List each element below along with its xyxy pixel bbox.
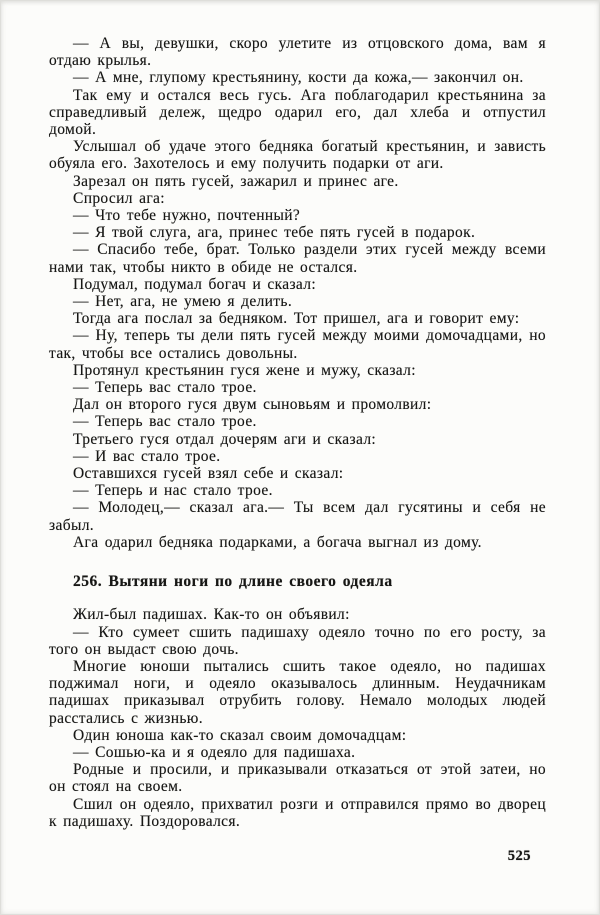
paragraph: Многие юноши пытались сшить такое одеяло, но падишах поджимал ноги, и одеяло оказывалось длинным. Неудачникам падишах приказывал отрубить голову. Немало молодых людей расстались с жизнью.: [49, 657, 546, 727]
paragraph: Зарезал он пять гусей, зажарил и принес аге.: [73, 172, 399, 190]
story-heading: 256. Вытяни ноги по длине своего одеяла: [73, 573, 393, 591]
paragraph: Спросил ага:: [73, 189, 165, 207]
paragraph: Жил-был падишах. Как-то он объявил:: [73, 606, 350, 624]
paragraph: — А вы, девушки, скоро улетите из отцовского дома, вам я отдаю крылья.: [49, 35, 546, 70]
paragraph: Подумал, подумал богач и сказал:: [73, 275, 317, 293]
paragraph: Тогда ага послал за бедняком. Тот пришел, ага и говорит ему:: [73, 310, 520, 328]
paragraph: Оставшихся гусей взял себе и сказал:: [73, 465, 344, 483]
paragraph: — Кто сумеет сшить падишаху одеяло точно по его росту, за того он выдаст свою дочь.: [49, 623, 546, 658]
paragraph: Ага одарил бедняка подарками, а богача выгнал из дому.: [73, 533, 482, 551]
paragraph: — Нет, ага, не умею я делить.: [73, 293, 293, 311]
paragraph: Так ему и остался весь гусь. Ага поблагодарил крестьянина за справедливый дележ, щедро одарил его, дал хлеба и отпустил домой.: [49, 86, 546, 139]
paragraph: — Ну, теперь ты дели пять гусей между моими домочадцами, но так, чтобы все остались довольны.: [49, 327, 546, 362]
paragraph: Один юноша как-то сказал своим домочадцам:: [73, 726, 407, 744]
text-block: [49, 35, 546, 830]
paragraph: Дал он второго гуся двум сыновьям и промолвил:: [73, 396, 432, 414]
paragraph: — Что тебе нужно, почтенный?: [73, 207, 301, 225]
paragraph: — Я твой слуга, ага, принес тебе пять гусей в подарок.: [73, 224, 476, 242]
paragraph: — А мне, глупому крестьянину, кости да кожа,— закончил он.: [73, 69, 524, 87]
paragraph: — Теперь вас стало трое.: [73, 379, 257, 397]
page-number: 525: [507, 848, 531, 864]
paragraph: — Молодец,— сказал ага.— Ты всем дал гусятины и себя не забыл.: [49, 499, 546, 534]
paragraph: — Сошью-ка и я одеяло для падишаха.: [73, 743, 356, 761]
paragraph: — И вас стало трое.: [73, 447, 221, 465]
paragraph: — Теперь и нас стало трое.: [73, 482, 273, 500]
paragraph: Услышал об удаче этого бедняка богатый крестьянин, и зависть обуяла его. Захотелось и ему получить подарки от аги.: [49, 138, 546, 173]
paragraph: Протянул крестьянин гуся жене и мужу, сказал:: [73, 361, 416, 379]
paragraph: Третьего гуся отдал дочерям аги и сказал:: [73, 430, 377, 448]
paragraph: Родные и просили, и приказывали отказаться от этой затеи, но он стоял на своем.: [49, 761, 546, 796]
paragraph: — Спасибо тебе, брат. Только раздели этих гусей между всеми нами так, чтобы никто в обиде не остался.: [49, 241, 546, 276]
paragraph: Сшил он одеяло, прихватил розги и отправился прямо во дворец к падишаху. Поздоровался.: [49, 795, 546, 830]
paragraph: — Теперь вас стало трое.: [73, 413, 257, 431]
